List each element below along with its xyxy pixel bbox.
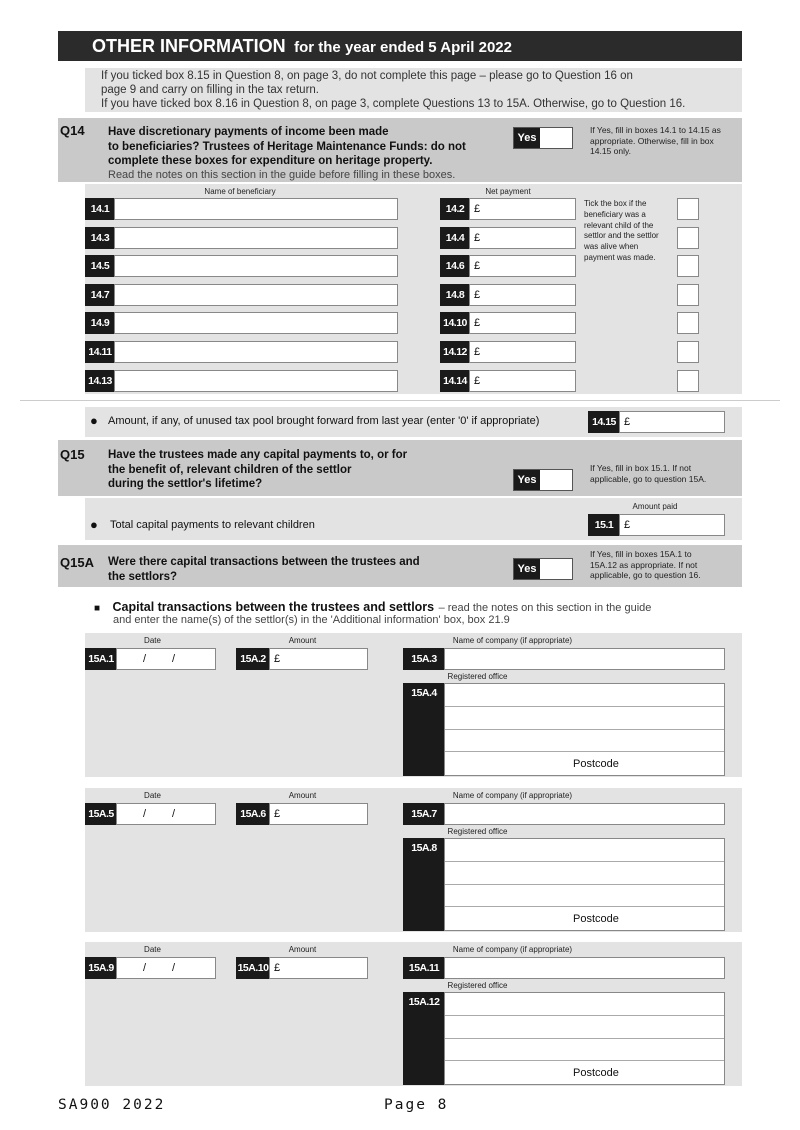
form-code: SA900 2022 bbox=[58, 1097, 166, 1113]
bullet: ● bbox=[90, 517, 98, 532]
currency-symbol: £ bbox=[474, 317, 481, 330]
currency-symbol: £ bbox=[274, 653, 281, 665]
beneficiary-name-field[interactable] bbox=[114, 370, 398, 392]
postcode-label: Postcode bbox=[573, 912, 619, 925]
q14-col-payment-heading: Net payment bbox=[485, 187, 531, 196]
company-heading: Name of company (if appropriate) bbox=[452, 945, 573, 954]
currency-symbol: £ bbox=[474, 231, 481, 244]
q14-question-line-1: Have discretionary payments of income been made bbox=[108, 126, 389, 138]
amount-heading: Amount bbox=[288, 945, 317, 954]
page-subtitle: for the year ended 5 April 2022 bbox=[294, 39, 512, 56]
q15a-sub-line-2: and enter the name(s) of the settlor(s) in the 'Additional information' box, box 21.9 bbox=[113, 614, 510, 626]
beneficiary-name-field[interactable] bbox=[114, 341, 398, 363]
q15-amount-heading: Amount paid bbox=[632, 502, 678, 511]
box-label-name: 14.11 bbox=[85, 341, 115, 363]
box-label-payment: 14.2 bbox=[440, 198, 470, 220]
q15a-yes-label: Yes bbox=[514, 559, 540, 579]
q15-yes-label: Yes bbox=[514, 470, 540, 490]
box-label-company: 15A.7 bbox=[403, 803, 445, 825]
intro-instructions bbox=[85, 68, 742, 112]
box-label-14-15: 14.15 bbox=[588, 411, 620, 433]
q15-yes-checkbox[interactable] bbox=[513, 469, 573, 491]
transaction-date-field[interactable] bbox=[116, 803, 216, 825]
q14-question-line-2: to beneficiaries? Trustees of Heritage Maintenance Funds: do not bbox=[108, 140, 466, 153]
net-payment-field[interactable] bbox=[469, 312, 576, 334]
q15a-sub-note: – read the notes on this section in the guide bbox=[438, 602, 652, 614]
relevant-child-checkbox[interactable] bbox=[677, 370, 699, 392]
q15a-side-note-line-1: If Yes, fill in boxes 15A.1 to bbox=[590, 549, 692, 559]
date-separator: / bbox=[172, 653, 176, 665]
company-heading: Name of company (if appropriate) bbox=[452, 636, 573, 645]
capital-payments-field[interactable] bbox=[619, 514, 725, 536]
q14-tick-note bbox=[584, 199, 679, 264]
q14-side-note bbox=[590, 125, 740, 157]
date-separator: / bbox=[143, 962, 147, 974]
address-line bbox=[445, 1038, 724, 1039]
net-payment-field[interactable] bbox=[469, 198, 576, 220]
net-payment-field[interactable] bbox=[469, 341, 576, 363]
address-line bbox=[445, 729, 724, 730]
box-label-name: 14.5 bbox=[85, 255, 115, 277]
date-separator: / bbox=[143, 807, 147, 820]
registered-office-field[interactable] bbox=[444, 992, 725, 1085]
tax-pool-field[interactable] bbox=[619, 411, 725, 433]
date-heading: Date bbox=[144, 790, 161, 800]
q15a-side-note-line-3: applicable, go to question 16. bbox=[590, 570, 701, 580]
box-label-company: 15A.3 bbox=[403, 648, 445, 670]
office-heading: Registered office bbox=[447, 826, 508, 836]
q14-number: Q14 bbox=[60, 123, 85, 138]
box-label-office: 15A.8 bbox=[403, 838, 445, 931]
intro-line-3: If you have ticked box 8.16 in Question 8, on page 3, complete Questions 13 to 15A. Otherwise, go to Question 16. bbox=[101, 98, 686, 110]
q15-question-line-3: during the settlor's lifetime? bbox=[108, 478, 263, 490]
q14-pool-text: Amount, if any, of unused tax pool brought forward from last year (enter '0' if appropriate) bbox=[108, 415, 540, 427]
box-label-payment: 14.10 bbox=[440, 312, 470, 334]
company-name-field[interactable] bbox=[444, 957, 725, 979]
office-heading: Registered office bbox=[447, 672, 508, 681]
box-label-office: 15A.12 bbox=[403, 992, 445, 1085]
intro-line-1: If you ticked box 8.15 in Question 8, on page 3, do not complete this page – please go to Question 16 on bbox=[101, 70, 633, 82]
q14-tick-note-line: payment was made. bbox=[584, 252, 656, 262]
box-label-date: 15A.1 bbox=[85, 648, 117, 670]
box-label-payment: 14.6 bbox=[440, 255, 470, 277]
q15-number: Q15 bbox=[60, 447, 85, 462]
q14-side-note-line-3: 14.15 only. bbox=[590, 146, 631, 156]
date-separator: / bbox=[172, 807, 176, 820]
q15a-number: Q15A bbox=[60, 555, 94, 570]
q15-question-line-2: the benefit of, relevant children of the settlor bbox=[108, 463, 352, 476]
company-name-field[interactable] bbox=[444, 803, 725, 825]
q14-question bbox=[108, 125, 508, 169]
box-label-name: 14.7 bbox=[85, 284, 115, 306]
amount-heading: Amount bbox=[288, 790, 317, 800]
box-label-payment: 14.14 bbox=[440, 370, 470, 392]
net-payment-field[interactable] bbox=[469, 255, 576, 277]
box-label-name: 14.1 bbox=[85, 198, 115, 220]
q15-question bbox=[108, 448, 508, 492]
company-heading: Name of company (if appropriate) bbox=[452, 790, 573, 800]
box-label-company: 15A.11 bbox=[403, 957, 445, 979]
q14-tick-note-line: beneficiary was a bbox=[584, 209, 646, 219]
beneficiary-name-field[interactable] bbox=[114, 255, 398, 277]
box-label-amount: 15A.2 bbox=[236, 648, 270, 670]
registered-office-field[interactable] bbox=[444, 838, 725, 931]
q14-tick-note-line: Tick the box if the bbox=[584, 199, 647, 208]
box-label-payment: 14.8 bbox=[440, 284, 470, 306]
intro-line-2: page 9 and carry on filling in the tax return. bbox=[101, 84, 319, 96]
box-label-name: 14.13 bbox=[85, 370, 115, 392]
currency-symbol: £ bbox=[474, 203, 481, 215]
q14-tick-note-line: was alive when bbox=[584, 242, 639, 252]
bullet: ● bbox=[90, 413, 98, 428]
currency-symbol: £ bbox=[274, 807, 281, 820]
box-label-payment: 14.12 bbox=[440, 341, 470, 363]
q15a-side-note-line-2: 15A.12 as appropriate. If not bbox=[590, 559, 698, 570]
amount-heading: Amount bbox=[288, 636, 317, 645]
q15a-question-line-2: the settlors? bbox=[108, 570, 178, 583]
postcode-label: Postcode bbox=[573, 1067, 619, 1079]
relevant-child-checkbox[interactable] bbox=[677, 284, 699, 306]
relevant-child-checkbox[interactable] bbox=[677, 255, 699, 277]
q14-col-name-heading: Name of beneficiary bbox=[204, 187, 276, 196]
box-label-date: 15A.5 bbox=[85, 803, 117, 825]
page-title: OTHER INFORMATION bbox=[92, 36, 286, 56]
q15a-question-line-1: Were there capital transactions between the trustees and bbox=[108, 556, 420, 568]
address-line bbox=[445, 861, 724, 862]
transaction-amount-field[interactable] bbox=[269, 803, 368, 825]
page-title-bar bbox=[58, 31, 742, 61]
box-label-15-1: 15.1 bbox=[588, 514, 620, 536]
q15-question-line-1: Have the trustees made any capital payments to, or for bbox=[108, 449, 408, 461]
date-separator: / bbox=[172, 962, 176, 974]
date-heading: Date bbox=[144, 636, 161, 645]
q14-tick-note-line: relevant child of the bbox=[584, 220, 654, 230]
q15-total-text: Total capital payments to relevant children bbox=[110, 519, 315, 531]
box-label-date: 15A.9 bbox=[85, 957, 117, 979]
address-line bbox=[445, 906, 724, 907]
box-label-amount: 15A.6 bbox=[236, 803, 270, 825]
registered-office-field[interactable] bbox=[444, 683, 725, 776]
transaction-date-field[interactable] bbox=[116, 957, 216, 979]
q15-side-note bbox=[590, 463, 740, 484]
q14-side-note-line-2: appropriate. Otherwise, fill in box bbox=[590, 135, 714, 146]
q14-yes-checkbox[interactable] bbox=[513, 127, 573, 149]
transaction-date-field[interactable] bbox=[116, 648, 216, 670]
beneficiary-name-field[interactable] bbox=[114, 312, 398, 334]
relevant-child-checkbox[interactable] bbox=[677, 312, 699, 334]
address-line bbox=[445, 751, 724, 752]
box-label-payment: 14.4 bbox=[440, 227, 470, 249]
date-heading: Date bbox=[144, 945, 161, 954]
company-name-field[interactable] bbox=[444, 648, 725, 670]
section-divider bbox=[20, 400, 780, 401]
beneficiary-name-field[interactable] bbox=[114, 227, 398, 249]
currency-symbol: £ bbox=[474, 288, 481, 301]
q15-side-note-line-1: If Yes, fill in box 15.1. If not bbox=[590, 463, 692, 473]
address-line bbox=[445, 884, 724, 885]
net-payment-field[interactable] bbox=[469, 284, 576, 306]
q15a-side-note bbox=[590, 549, 740, 581]
currency-symbol: £ bbox=[474, 260, 481, 273]
page-number: Page 8 bbox=[384, 1097, 449, 1113]
box-label-name: 14.9 bbox=[85, 312, 115, 334]
currency-symbol: £ bbox=[274, 962, 281, 974]
net-payment-field[interactable] bbox=[469, 370, 576, 392]
currency-symbol: £ bbox=[624, 416, 631, 428]
q14-note: Read the notes on this section in the guide before filling in these boxes. bbox=[108, 169, 456, 181]
postcode-label: Postcode bbox=[573, 758, 619, 770]
q14-side-note-line-1: If Yes, fill in boxes 14.1 to 14.15 as bbox=[590, 125, 721, 135]
office-heading: Registered office bbox=[447, 981, 508, 990]
address-line bbox=[445, 1060, 724, 1061]
q15a-yes-checkbox[interactable] bbox=[513, 558, 573, 580]
box-label-office: 15A.4 bbox=[403, 683, 445, 776]
relevant-child-checkbox[interactable] bbox=[677, 227, 699, 249]
q15a-sub-title: Capital transactions between the trustees and settlors bbox=[112, 600, 435, 614]
date-separator: / bbox=[143, 653, 147, 665]
transaction-amount-field[interactable] bbox=[269, 648, 368, 670]
currency-symbol: £ bbox=[624, 519, 631, 531]
relevant-child-checkbox[interactable] bbox=[677, 341, 699, 363]
q14-yes-label: Yes bbox=[514, 128, 540, 148]
square-bullet: ■ bbox=[94, 603, 101, 614]
address-line bbox=[445, 1015, 724, 1016]
relevant-child-checkbox[interactable] bbox=[677, 198, 699, 220]
currency-symbol: £ bbox=[474, 346, 481, 358]
currency-symbol: £ bbox=[474, 374, 481, 387]
box-label-name: 14.3 bbox=[85, 227, 115, 249]
net-payment-field[interactable] bbox=[469, 227, 576, 249]
box-label-amount: 15A.10 bbox=[236, 957, 270, 979]
beneficiary-name-field[interactable] bbox=[114, 198, 398, 220]
q14-question-line-3: complete these boxes for expenditure on heritage property. bbox=[108, 155, 433, 167]
q14-tick-note-line: settlor and the settlor bbox=[584, 231, 659, 241]
transaction-amount-field[interactable] bbox=[269, 957, 368, 979]
address-line bbox=[445, 706, 724, 707]
q15-side-note-line-2: applicable, go to question 15A. bbox=[590, 473, 707, 484]
beneficiary-name-field[interactable] bbox=[114, 284, 398, 306]
q15a-question bbox=[108, 555, 508, 584]
